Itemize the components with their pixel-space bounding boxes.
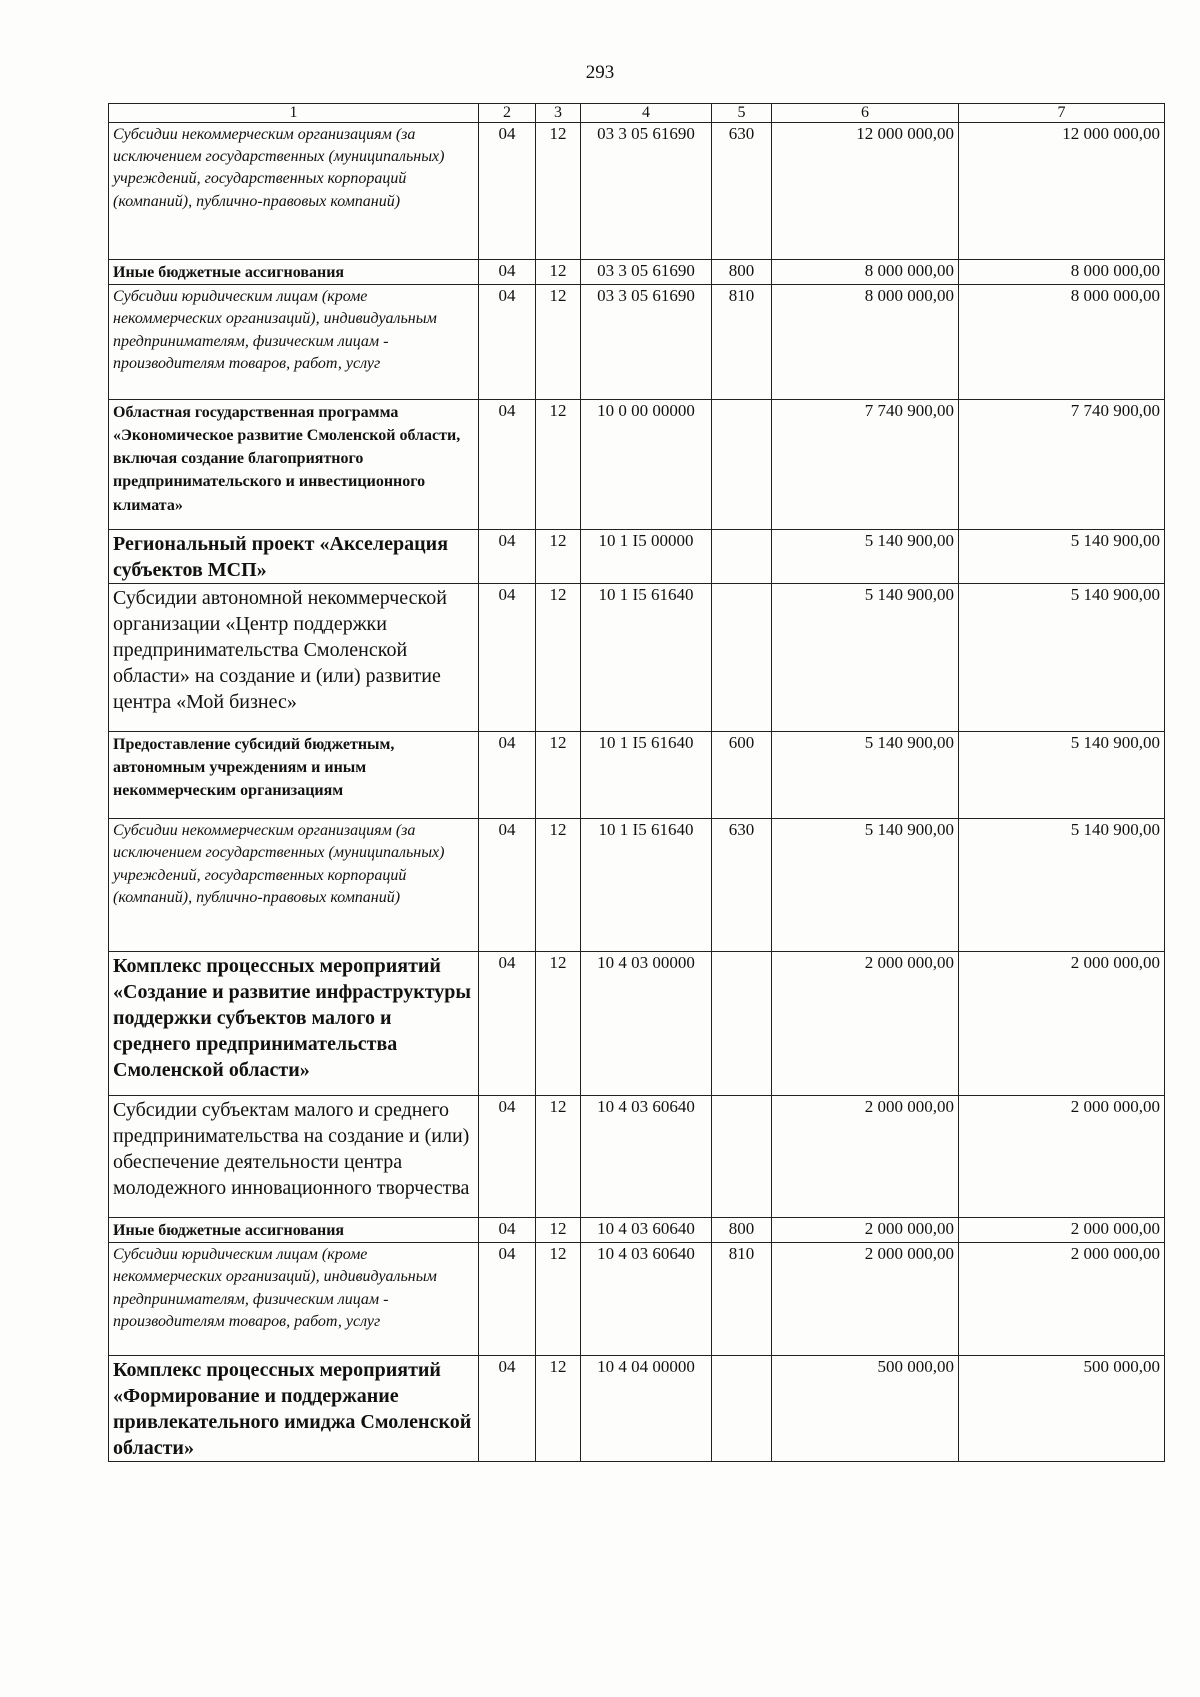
table-row — [109, 1095, 1165, 1217]
page-number: 293 — [585, 62, 615, 83]
row-name: Субсидии некоммерческим организациям (за исключением государственных (муниципальных) учреждений, государственных корпораций (компаний), публично-правовых компаний) — [109, 818, 479, 951]
amount-year-2: 7 740 900,00 — [959, 399, 1165, 529]
row-name: Субсидии юридическим лицам (кроме некоммерческих организаций), индивидуальным предпринимателям, физическим лицам - производителям товаров, работ, услуг — [109, 284, 479, 399]
header-cell: 1 — [109, 104, 479, 123]
target-article-code: 10 0 00 00000 — [581, 399, 712, 529]
table-row — [109, 122, 1165, 259]
row-name: Региональный проект «Акселерация субъектов МСП» — [109, 529, 479, 583]
subsection-code: 12 — [536, 951, 581, 1095]
target-article-code: 10 4 03 60640 — [581, 1217, 712, 1242]
amount-year-2: 5 140 900,00 — [959, 818, 1165, 951]
row-name: Предоставление субсидий бюджетным, автономным учреждениям и иным некоммерческим организациям — [109, 731, 479, 818]
row-name: Субсидии автономной некоммерческой организации «Центр поддержки предпринимательства Смоленской области» на создание и (или) развитие центра «Мой бизнес» — [109, 583, 479, 731]
subsection-code: 12 — [536, 1242, 581, 1355]
subsection-code: 12 — [536, 1217, 581, 1242]
amount-year-1: 2 000 000,00 — [772, 1095, 959, 1217]
amount-year-2: 2 000 000,00 — [959, 1242, 1165, 1355]
header-cell: 7 — [959, 104, 1165, 123]
amount-year-2: 8 000 000,00 — [959, 259, 1165, 284]
subsection-code: 12 — [536, 1095, 581, 1217]
subsection-code: 12 — [536, 122, 581, 259]
header-cell: 3 — [536, 104, 581, 123]
expense-type-code — [712, 1095, 772, 1217]
target-article-code: 10 1 I5 61640 — [581, 583, 712, 731]
table-row — [109, 731, 1165, 818]
amount-year-1: 5 140 900,00 — [772, 818, 959, 951]
amount-year-2: 5 140 900,00 — [959, 583, 1165, 731]
expense-type-code — [712, 529, 772, 583]
amount-year-1: 5 140 900,00 — [772, 529, 959, 583]
section-code: 04 — [479, 399, 536, 529]
table-row — [109, 284, 1165, 399]
expense-type-code — [712, 1355, 772, 1461]
amount-year-2: 12 000 000,00 — [959, 122, 1165, 259]
target-article-code: 10 4 04 00000 — [581, 1355, 712, 1461]
subsection-code: 12 — [536, 818, 581, 951]
amount-year-2: 2 000 000,00 — [959, 951, 1165, 1095]
target-article-code: 03 3 05 61690 — [581, 284, 712, 399]
row-name: Субсидии субъектам малого и среднего предпринимательства на создание и (или) обеспечение деятельности центра молодежного инновационного творчества — [109, 1095, 479, 1217]
expense-type-code: 810 — [712, 1242, 772, 1355]
section-code: 04 — [479, 122, 536, 259]
amount-year-1: 8 000 000,00 — [772, 259, 959, 284]
amount-year-1: 2 000 000,00 — [772, 1242, 959, 1355]
row-name: Областная государственная программа «Экономическое развитие Смоленской области, включая создание благоприятного предпринимательского и инвестиционного климата» — [109, 399, 479, 529]
amount-year-1: 8 000 000,00 — [772, 284, 959, 399]
amount-year-1: 2 000 000,00 — [772, 1217, 959, 1242]
target-article-code: 10 4 03 60640 — [581, 1242, 712, 1355]
expense-type-code: 810 — [712, 284, 772, 399]
section-code: 04 — [479, 818, 536, 951]
table-row — [109, 399, 1165, 529]
expense-type-code: 800 — [712, 1217, 772, 1242]
section-code: 04 — [479, 951, 536, 1095]
header-cell: 6 — [772, 104, 959, 123]
table-row — [109, 583, 1165, 731]
section-code: 04 — [479, 1355, 536, 1461]
row-name: Субсидии юридическим лицам (кроме некоммерческих организаций), индивидуальным предпринимателям, физическим лицам - производителям товаров, работ, услуг — [109, 1242, 479, 1355]
table-row — [109, 1242, 1165, 1355]
amount-year-1: 12 000 000,00 — [772, 122, 959, 259]
target-article-code: 10 1 I5 00000 — [581, 529, 712, 583]
row-name: Комплекс процессных мероприятий «Создание и развитие инфраструктуры поддержки субъектов малого и среднего предпринимательства Смоленской области» — [109, 951, 479, 1095]
expense-type-code: 630 — [712, 122, 772, 259]
table-row — [109, 259, 1165, 284]
amount-year-2: 2 000 000,00 — [959, 1095, 1165, 1217]
expense-type-code — [712, 951, 772, 1095]
section-code: 04 — [479, 259, 536, 284]
header-cell: 5 — [712, 104, 772, 123]
subsection-code: 12 — [536, 1355, 581, 1461]
row-name: Комплекс процессных мероприятий «Формирование и поддержание привлекательного имиджа Смоленской области» — [109, 1355, 479, 1461]
section-code: 04 — [479, 1095, 536, 1217]
amount-year-2: 5 140 900,00 — [959, 529, 1165, 583]
target-article-code: 10 1 I5 61640 — [581, 818, 712, 951]
section-code: 04 — [479, 284, 536, 399]
amount-year-2: 500 000,00 — [959, 1355, 1165, 1461]
amount-year-1: 5 140 900,00 — [772, 731, 959, 818]
section-code: 04 — [479, 1242, 536, 1355]
expense-type-code: 600 — [712, 731, 772, 818]
amount-year-1: 500 000,00 — [772, 1355, 959, 1461]
table-row — [109, 1217, 1165, 1242]
subsection-code: 12 — [536, 259, 581, 284]
target-article-code: 03 3 05 61690 — [581, 259, 712, 284]
subsection-code: 12 — [536, 399, 581, 529]
amount-year-1: 2 000 000,00 — [772, 951, 959, 1095]
header-row — [109, 104, 1165, 123]
expense-type-code: 630 — [712, 818, 772, 951]
table-row — [109, 818, 1165, 951]
target-article-code: 10 1 I5 61640 — [581, 731, 712, 818]
target-article-code: 03 3 05 61690 — [581, 122, 712, 259]
table-row — [109, 529, 1165, 583]
subsection-code: 12 — [536, 583, 581, 731]
amount-year-1: 7 740 900,00 — [772, 399, 959, 529]
subsection-code: 12 — [536, 731, 581, 818]
target-article-code: 10 4 03 00000 — [581, 951, 712, 1095]
subsection-code: 12 — [536, 284, 581, 399]
amount-year-2: 5 140 900,00 — [959, 731, 1165, 818]
section-code: 04 — [479, 1217, 536, 1242]
row-name: Иные бюджетные ассигнования — [109, 1217, 479, 1242]
budget-table — [108, 103, 1165, 1462]
amount-year-2: 2 000 000,00 — [959, 1217, 1165, 1242]
header-cell: 2 — [479, 104, 536, 123]
amount-year-2: 8 000 000,00 — [959, 284, 1165, 399]
subsection-code: 12 — [536, 529, 581, 583]
expense-type-code — [712, 399, 772, 529]
table-row — [109, 1355, 1165, 1461]
section-code: 04 — [479, 529, 536, 583]
expense-type-code: 800 — [712, 259, 772, 284]
header-cell: 4 — [581, 104, 712, 123]
table-row — [109, 951, 1165, 1095]
target-article-code: 10 4 03 60640 — [581, 1095, 712, 1217]
section-code: 04 — [479, 731, 536, 818]
expense-type-code — [712, 583, 772, 731]
row-name: Иные бюджетные ассигнования — [109, 259, 479, 284]
row-name: Субсидии некоммерческим организациям (за исключением государственных (муниципальных) учреждений, государственных корпораций (компаний), публично-правовых компаний) — [109, 122, 479, 259]
section-code: 04 — [479, 583, 536, 731]
amount-year-1: 5 140 900,00 — [772, 583, 959, 731]
